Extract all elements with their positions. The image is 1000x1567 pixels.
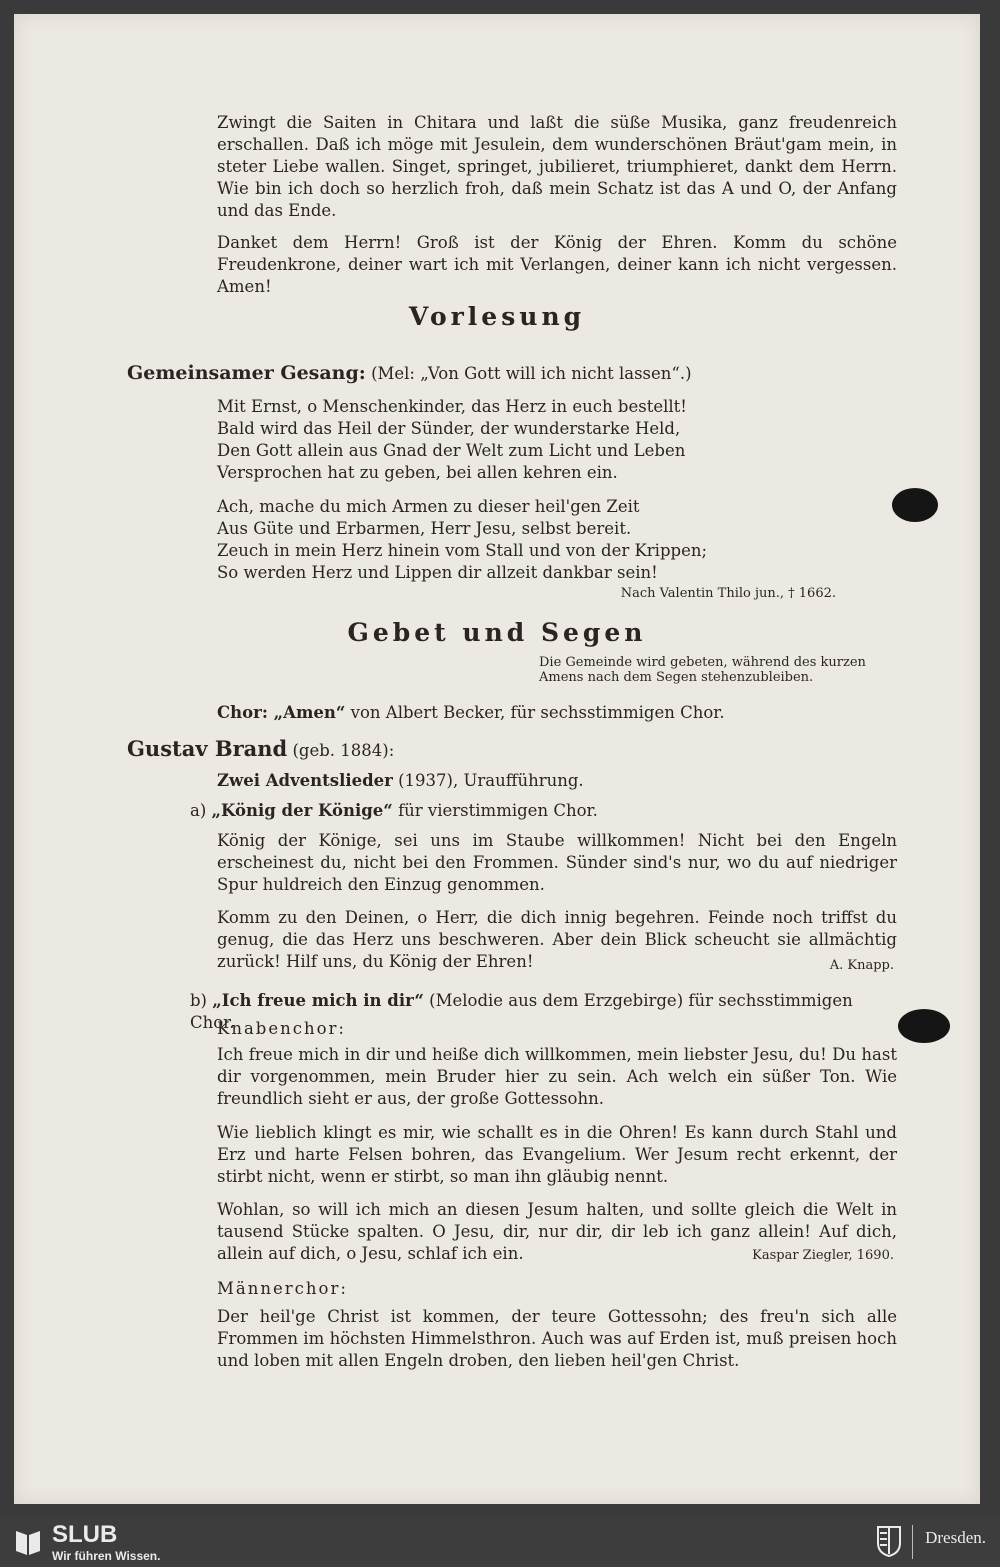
verse-line: Ach, mache du mich Armen zu dieser heil'gen Zeit [217, 497, 640, 516]
document-page [14, 14, 980, 1504]
song-b-paragraph-1: Ich freue mich in dir und heiße dich willkommen, mein liebster Jesu, du! Du hast dir vorgenommen, mein Bruder hier zu sein. Ach welch ein süßer Ton. Wie freundlich sieht er aus, der große Gottessohn. [217, 1045, 897, 1108]
ink-spot [898, 1009, 950, 1043]
paragraph-danket: Danket dem Herrn! Groß ist der König der Ehren. Komm du schöne Freudenkrone, deiner wart ich mit Verlangen, deiner kann ich nicht vergessen. Amen! [217, 233, 897, 296]
attribution-knapp: A. Knapp. [829, 958, 894, 973]
chor-text: von Albert Becker, für sechsstimmigen Chor. [350, 703, 725, 722]
verse-line: Bald wird das Heil der Sünder, der wunderstarke Held, [217, 419, 681, 438]
gebet-note-line: Amens nach dem Segen stehenzubleiben. [539, 670, 814, 685]
song-b-marker: b) [190, 991, 207, 1010]
composer-name: Gustav Brand [127, 736, 288, 761]
stanza-1 [217, 396, 857, 484]
song-a-marker: a) [190, 801, 207, 820]
composer-line [127, 738, 887, 762]
coat-of-arms-icon [876, 1525, 902, 1557]
gesang-melody: (Mel: „Von Gott will ich nicht lassen“.) [371, 364, 692, 383]
song-b-title: „Ich freue mich in dir“ [212, 991, 424, 1010]
song-a-paragraph-1: König der Könige, sei uns im Staube willkommen! Nicht bei den Engeln erscheinest du, nicht bei den Frommen. Sünder sind's nur, wo du auf niedriger Spur huldreich den Einzug genommen. [217, 831, 897, 894]
gesang-line [127, 362, 887, 385]
chor-label: Chor: „Amen“ [217, 703, 346, 722]
chor-amen-line [217, 702, 897, 724]
verse-line: Aus Güte und Erbarmen, Herr Jesu, selbst bereit. [217, 519, 632, 538]
advent-title: Zwei Adventslieder [217, 771, 393, 790]
advent-rest: (1937), Uraufführung. [398, 771, 584, 790]
book-icon [14, 1527, 42, 1557]
advent-title-line [217, 770, 897, 792]
stanza-2 [217, 496, 857, 584]
heading-gebet: Gebet und Segen [347, 618, 647, 647]
footer-logo: SLUB [52, 1521, 118, 1548]
heading-vorlesung: Vorlesung [408, 302, 586, 331]
verse-line: Den Gott allein aus Gnad der Welt zum Licht und Leben [217, 441, 686, 460]
song-a-title: „König der Könige“ [211, 801, 393, 820]
paragraph-chitara: Zwingt die Saiten in Chitara und laßt die süße Musika, ganz freudenreich erschallen. Daß ich möge mit Jesulein, dem wunderschönen Bräut'gam mein, in steter Liebe wallen. Singet, springet, jubilieret, triumphieret, dankt dem Herrn. Wie bin ich doch so herzlich froh, daß mein Schatz ist das A und O, der Anfang und das Ende. [217, 113, 897, 220]
footer-slogan: Wir führen Wissen. [52, 1549, 161, 1563]
composer-years: (geb. 1884): [292, 741, 395, 760]
footer-divider [912, 1525, 913, 1559]
maennerchor-paragraph: Der heil'ge Christ ist kommen, der teure Gottessohn; des freu'n sich alle Frommen im höchsten Himmelsthron. Auch was auf Erden ist, muß preisen hoch und loben mit allen Engeln droben, den lieben heil'gen Christ. [217, 1307, 897, 1370]
song-b-paragraph-3: Wohlan, so will ich mich an diesen Jesum halten, und sollte gleich die Welt in tausend Stücke spalten. O Jesu, dir, nur dir, dir leb ich ganz allein! Auf dich, allein auf dich, o Jesu, schlaf ich ein. [217, 1200, 897, 1263]
verse-line: Mit Ernst, o Menschenkinder, das Herz in euch bestellt! [217, 397, 687, 416]
gesang-label: Gemeinsamer Gesang: [127, 362, 366, 384]
gebet-note [434, 655, 894, 685]
footer-city: Dresden. [925, 1528, 986, 1547]
knabenchor-label: Knabenchor: [217, 1019, 346, 1038]
verse-line: So werden Herz und Lippen dir allzeit dankbar sein! [217, 563, 658, 582]
footer-bar [0, 1517, 1000, 1567]
song-b-rest: (Melodie aus dem Erzgebirge) für sechsstimmigen Chor. [190, 991, 853, 1032]
maennerchor-label: Männerchor: [217, 1279, 348, 1298]
song-b-paragraph-2: Wie lieblich klingt es mir, wie schallt es in die Ohren! Es kann durch Stahl und Erz und harte Felsen bohren, das Evangelium. Wer Jesum recht erkennt, der stirbt nicht, wenn er stirbt, so man ihn gläubig nennt. [217, 1123, 897, 1186]
song-a-rest: für vierstimmigen Chor. [398, 801, 598, 820]
song-a-paragraph-2: Komm zu den Deinen, o Herr, die dich innig begehren. Feinde noch triffst du genug, die das Herz uns beschweren. Aber dein Blick scheucht sie allmächtig zurück! Hilf uns, du König der Ehren! [217, 908, 897, 971]
verse-line: Versprochen hat zu geben, bei allen kehren ein. [217, 463, 618, 482]
attribution-thilo: Nach Valentin Thilo jun., † 1662. [620, 586, 836, 601]
verse-line: Zeuch in mein Herz hinein vom Stall und von der Krippen; [217, 541, 708, 560]
attribution-ziegler: Kaspar Ziegler, 1690. [752, 1248, 894, 1263]
ink-spot [892, 488, 938, 522]
gebet-note-line: Die Gemeinde wird gebeten, während des kurzen [539, 655, 866, 670]
song-a-title-line [190, 800, 900, 822]
